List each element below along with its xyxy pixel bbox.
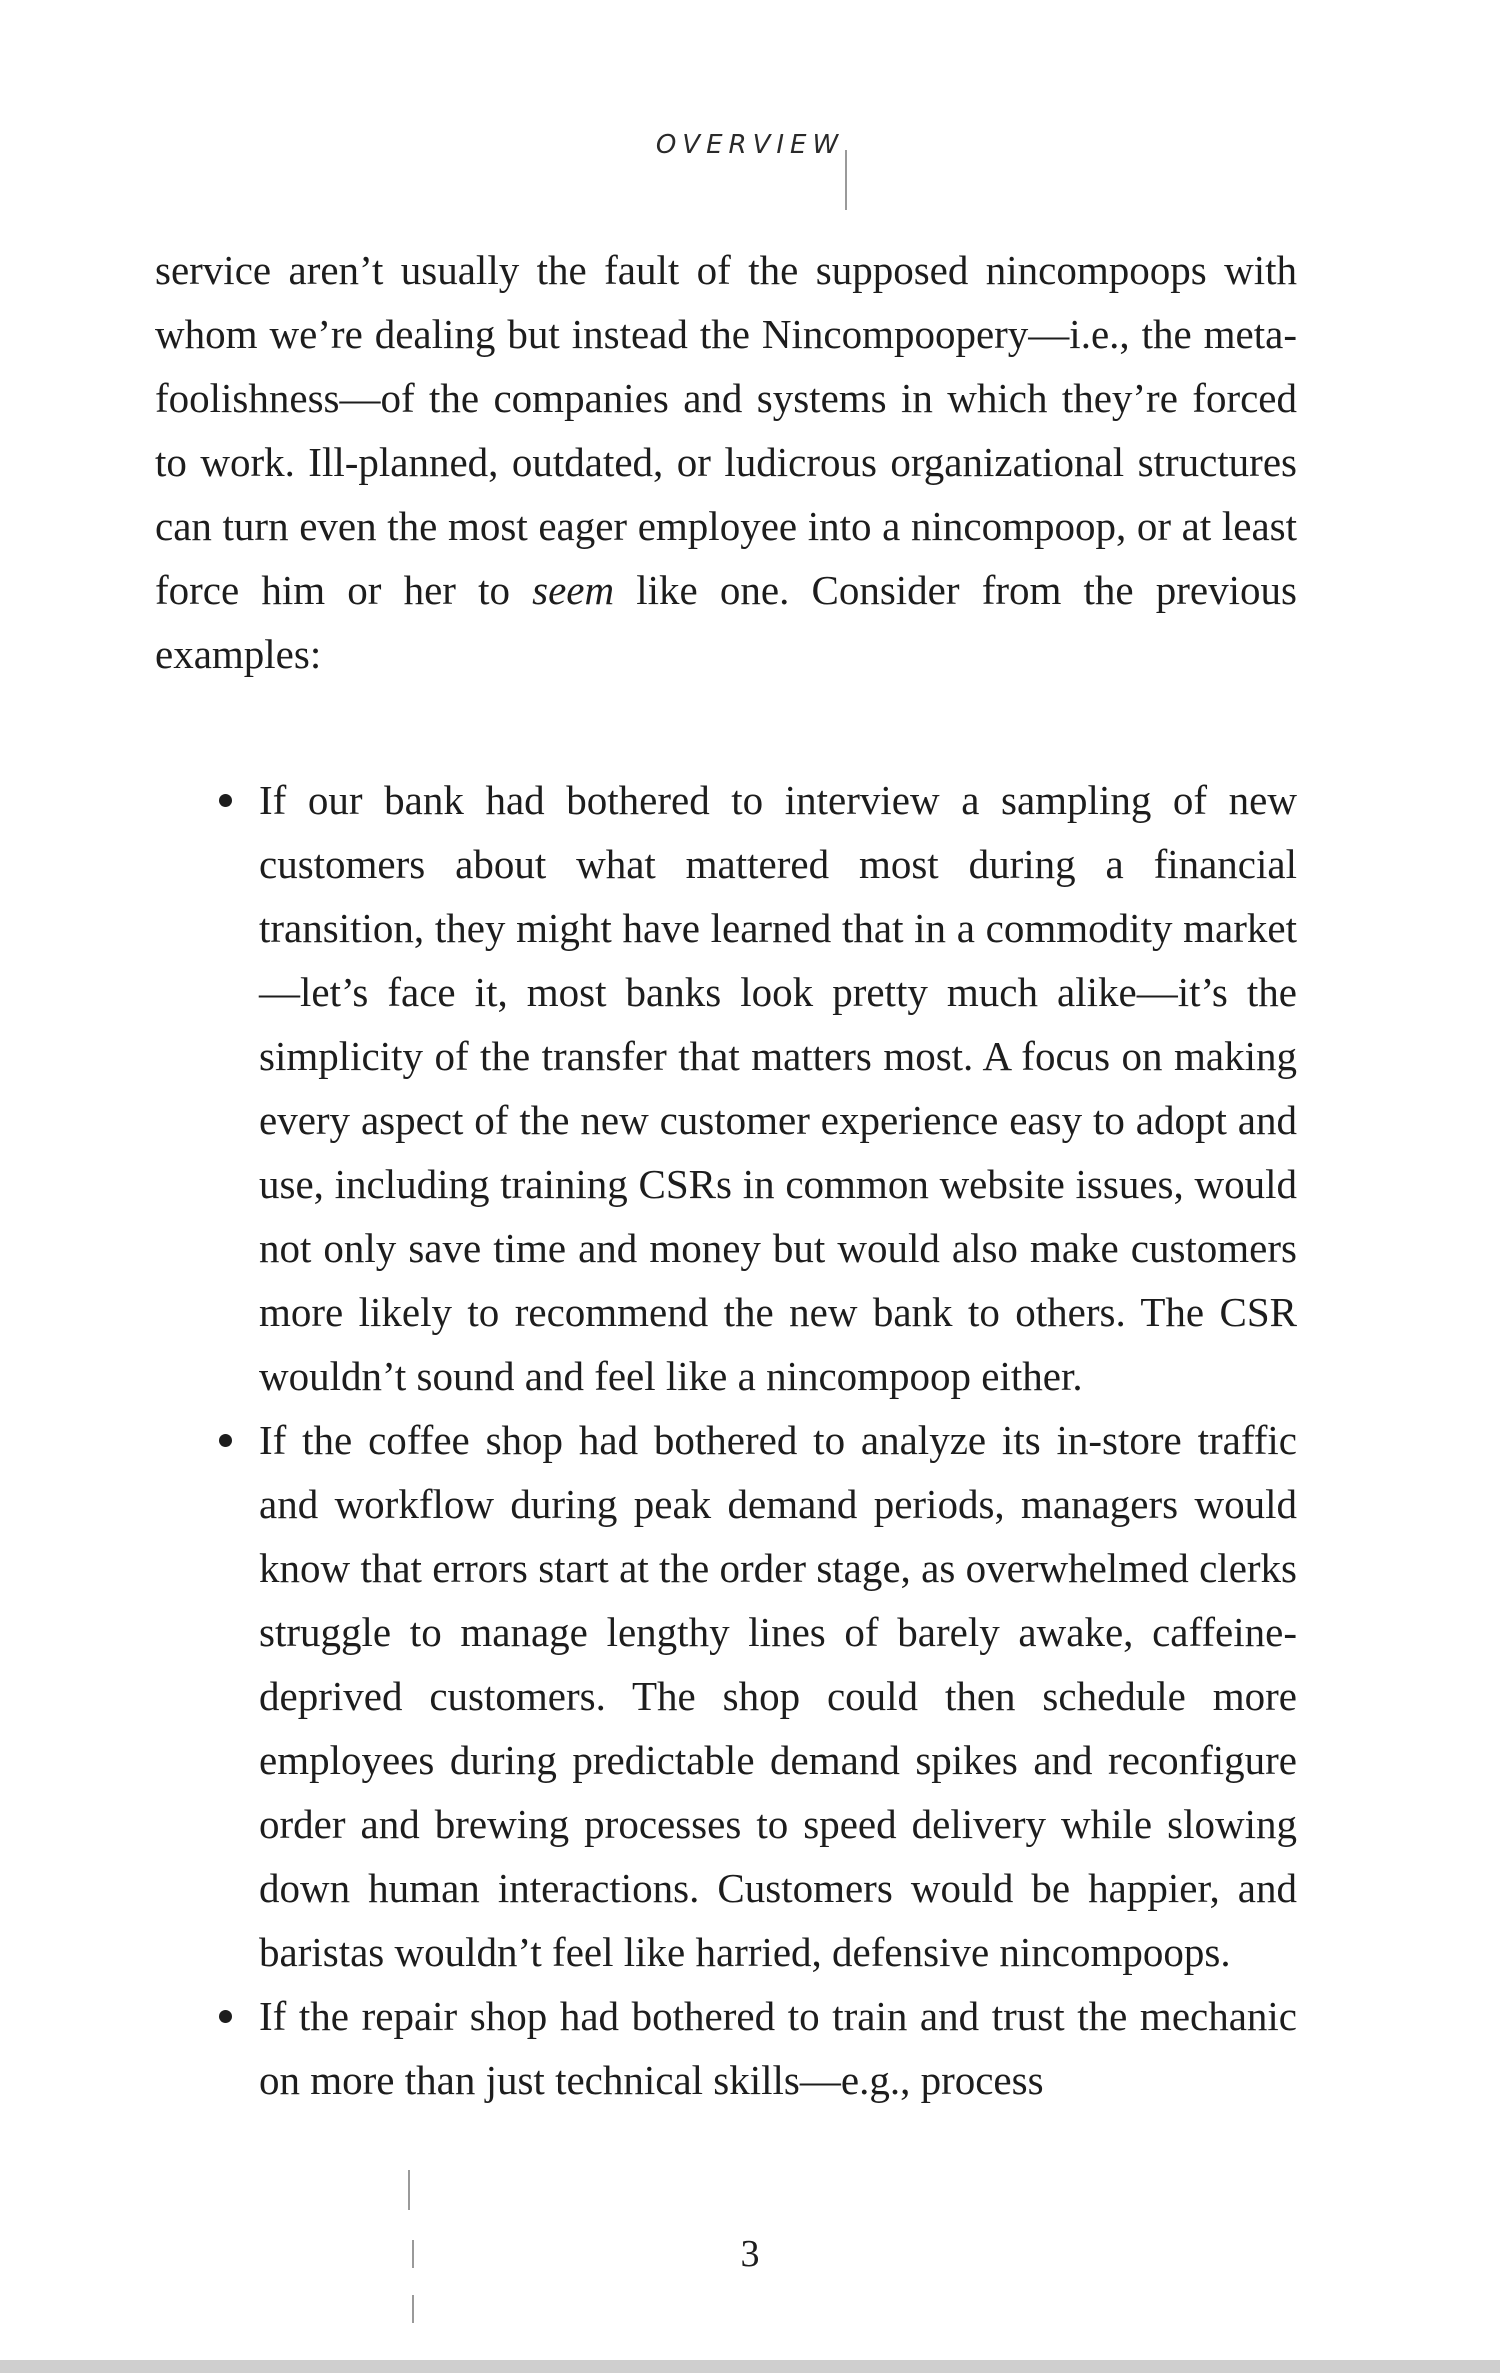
bullet-dot-icon [219, 2010, 232, 2023]
scan-mark [412, 2240, 414, 2268]
bullet-dot-icon [219, 1434, 232, 1447]
scan-mark [845, 150, 847, 210]
scan-mark [412, 2295, 414, 2323]
page-number: 3 [740, 2233, 760, 2275]
bullet-text-coffee-shop: If the coffee shop had bothered to analyze its in-store traffic and workflow during peak demand periods, managers would know that errors start at the order stage, as overwhelmed clerks struggle to manage lengthy lines of barely awake, caffeine-deprived customers. The shop could then schedule more employees during predictable demand spikes and reconfigure order and brewing processes to speed delivery while slowing down human interactions. Customers would be happier, and baristas wouldn’t feel like harried, defensive nincompoops. [259, 1417, 1297, 1975]
bullet-text-bank: If our bank had bothered to interview a sampling of new customers about what mattered most during a financial transition, they might have learned that in a commodity market—let’s face it, most banks look pretty much alike—it’s the simplicity of the transfer that matters most. A focus on making every aspect of the new customer experience easy to adopt and use, including training CSRs in common website issues, would not only save time and money but would also make customers more likely to recommend the new bank to others. The CSR wouldn’t sound and feel like a nincompoop either. [259, 777, 1297, 1399]
scan-mark [408, 2170, 410, 2210]
bullet-text-repair-shop: If the repair shop had bothered to train and trust the mechanic on more than just technical skills—e.g., process [259, 1993, 1297, 2103]
page-bottom-edge [0, 2360, 1500, 2373]
example-bullet-list [155, 768, 1297, 2112]
running-head: OVERVIEW [655, 130, 845, 160]
body-text [155, 238, 1297, 2112]
bullet-item-coffee-shop [155, 1408, 1297, 1984]
bullet-item-bank [155, 768, 1297, 1408]
paragraph-text-start: service aren’t usually the fault of the supposed nincompoops with whom we’re dealing but instead the Nincompoopery—i.e., the meta-foolishness—of the companies and systems in which they’re forced to work. Ill-planned, outdated, or ludicrous organizational structures can turn even the most eager employee into a nincompoop, or at least force him or her to [155, 247, 1297, 613]
intro-paragraph [155, 238, 1297, 686]
paragraph-italic-word: seem [532, 567, 615, 613]
bullet-dot-icon [219, 794, 232, 807]
bullet-item-repair-shop [155, 1984, 1297, 2112]
paragraph-text-end: like one. Consider from the previous examples: [155, 567, 1297, 677]
